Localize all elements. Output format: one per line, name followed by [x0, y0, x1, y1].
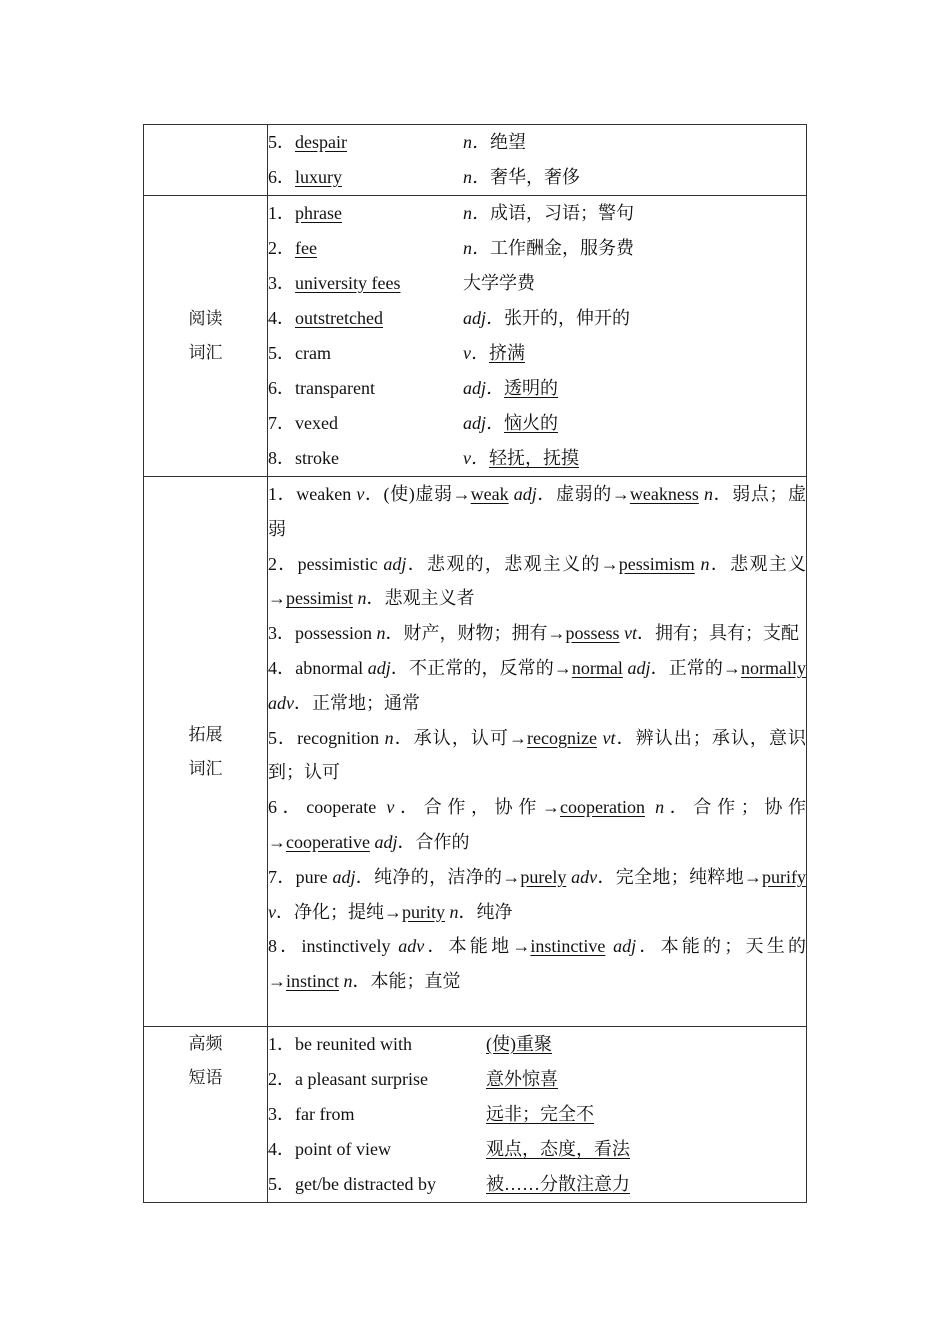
meaning: 大学学费 [463, 273, 535, 293]
definition [463, 371, 558, 406]
term-word: despair [295, 132, 347, 152]
list-item [268, 301, 806, 336]
entry-text: 7．pure [268, 866, 333, 887]
entry-text [605, 936, 613, 956]
category-label-line: 词汇 [188, 343, 223, 363]
entry-text: ．纯净的，洁净的→ [355, 866, 521, 887]
item-number: 6． [268, 378, 295, 398]
definition [486, 1062, 558, 1097]
part-of-speech: adj [367, 657, 391, 678]
word-family-entry [268, 651, 806, 721]
word-list-reading-vocab [268, 196, 807, 477]
meaning: 恼火的 [504, 413, 559, 433]
word-family-entry [268, 477, 806, 547]
term [268, 160, 342, 195]
term [268, 406, 338, 441]
term [268, 1062, 428, 1097]
answer-word: cooperative [286, 831, 370, 852]
category-label-line: 拓展 [188, 724, 223, 745]
term-word: be reunited with [295, 1034, 412, 1054]
entry-text: ．正常地；通常 [294, 692, 420, 713]
answer-word: instinct [286, 971, 339, 992]
entry-text: 8．instinctively [268, 936, 399, 957]
category-label-line: 阅读 [188, 309, 223, 329]
definition [463, 125, 526, 160]
section-row-extended-vocab [144, 477, 807, 1027]
definition [463, 336, 525, 371]
term [268, 441, 339, 476]
part-of-speech: n [703, 484, 713, 504]
list-item [268, 1027, 806, 1062]
part-of-speech: adj [332, 866, 356, 887]
term-word: a pleasant surprise [295, 1069, 428, 1089]
item-number: 8． [268, 448, 295, 468]
term-word: get/be distracted by [295, 1174, 436, 1194]
item-number: 1． [268, 203, 295, 223]
word-family-entry [268, 721, 806, 791]
term [268, 125, 347, 160]
meaning: 工作酬金，服务费 [490, 238, 634, 258]
part-of-speech: n． [463, 167, 490, 187]
entry-text: ．合作；协作→ [268, 797, 807, 852]
entry-text: ．本能的；天生的→ [268, 936, 806, 992]
term-word: vexed [295, 413, 338, 433]
entry-text: ．合作的 [397, 831, 470, 852]
section-row-continued [144, 125, 807, 196]
term [268, 196, 342, 231]
entry-text: ．纯净 [458, 901, 513, 922]
list-item [268, 1097, 806, 1132]
section-row-reading-vocab [144, 196, 807, 477]
answer-word: possess [565, 623, 620, 644]
part-of-speech: n [357, 588, 367, 609]
list-item [268, 266, 806, 301]
item-number: 2． [268, 1069, 295, 1089]
part-of-speech: n． [463, 203, 490, 223]
category-label-line: 短语 [188, 1068, 223, 1088]
meaning: 挤满 [489, 343, 525, 363]
term [268, 1167, 436, 1202]
part-of-speech: n [343, 971, 353, 992]
answer-word: cooperation [559, 797, 645, 818]
definition [463, 266, 535, 301]
answer-word: purely [520, 866, 567, 887]
word-family-entry [268, 860, 806, 930]
item-number: 7． [268, 413, 295, 433]
category-label-line: 高频 [188, 1034, 223, 1054]
definition [463, 441, 579, 476]
term-word: far from [295, 1104, 355, 1124]
list-item [268, 406, 806, 441]
item-number: 1． [268, 1034, 295, 1054]
entry-text: ．辨认出；承认，意识到；认可 [268, 727, 807, 783]
entry-text: ．悲观的，悲观主义的→ [406, 553, 619, 574]
definition [486, 1097, 594, 1132]
vocabulary-table [143, 124, 807, 1203]
part-of-speech: n [655, 797, 665, 818]
entry-text: 2．pessimistic [268, 553, 384, 574]
word-family-list [268, 477, 807, 1027]
list-item [268, 371, 806, 406]
term [268, 1097, 354, 1132]
term [268, 371, 375, 406]
entry-text: 1．weaken [268, 484, 357, 504]
part-of-speech: adj [513, 484, 537, 504]
entry-text: 4．abnormal [268, 657, 368, 678]
definition [463, 196, 634, 231]
list-item [268, 160, 806, 195]
meaning: 观点，态度，看法 [486, 1139, 630, 1159]
term-word: point of view [295, 1139, 391, 1159]
entry-text: ．虚弱的→ [536, 484, 630, 504]
part-of-speech: adj． [463, 308, 505, 328]
item-number: 3． [268, 1104, 295, 1124]
entry-text: 5．recognition [268, 727, 385, 748]
word-family-entry [268, 616, 806, 651]
part-of-speech: adj [613, 936, 637, 957]
answer-word: normal [571, 657, 623, 678]
definition [463, 406, 558, 441]
answer-word: purify [762, 866, 807, 887]
word-family-entry [268, 790, 806, 860]
term [268, 266, 400, 301]
answer-word: weakness [629, 484, 699, 504]
part-of-speech: vt [602, 727, 616, 748]
term [268, 231, 317, 266]
part-of-speech: v． [463, 448, 489, 468]
entry-text: ．(使)虚弱→ [364, 484, 471, 504]
list-item [268, 441, 806, 476]
term [268, 301, 383, 336]
list-item [268, 125, 806, 160]
phrase-list [268, 1027, 807, 1203]
item-number: 5． [268, 343, 295, 363]
word-family-entry [268, 929, 806, 999]
definition [463, 160, 580, 195]
list-item [268, 336, 806, 371]
list-item [268, 196, 806, 231]
part-of-speech: n [449, 901, 459, 922]
term-word: cram [295, 343, 331, 363]
term-word: transparent [295, 378, 375, 398]
part-of-speech: adv [398, 936, 425, 957]
part-of-speech: adj． [463, 413, 505, 433]
part-of-speech: n． [463, 238, 490, 258]
definition [463, 231, 634, 266]
meaning: 远非；完全不 [486, 1104, 594, 1124]
definition [463, 301, 630, 336]
entry-text: 3．possession [268, 623, 377, 644]
part-of-speech: v． [463, 343, 489, 363]
item-number: 4． [268, 308, 295, 328]
entry-text: ．净化；提纯→ [276, 901, 402, 922]
entry-text: ．正常的→ [650, 657, 742, 678]
item-number: 6． [268, 167, 295, 187]
meaning: 透明的 [504, 378, 559, 398]
part-of-speech: adv [571, 866, 598, 887]
answer-word: purity [402, 901, 445, 922]
item-number: 3． [268, 273, 295, 293]
entry-text: ．不正常的，反常的→ [390, 657, 572, 678]
definition [486, 1132, 630, 1167]
entry-text: ．拥有；具有；支配 [637, 623, 800, 644]
part-of-speech: n [384, 727, 394, 748]
part-of-speech: adj [383, 553, 407, 574]
part-of-speech: v [356, 484, 365, 504]
entry-text: ．悲观主义者 [366, 588, 475, 609]
meaning: 被……分散注意力 [486, 1174, 630, 1194]
term [268, 336, 331, 371]
entry-text: ．悲观主义→ [268, 553, 807, 609]
entry-text: ．本能；直觉 [352, 971, 461, 992]
category-cell-empty [144, 125, 268, 196]
part-of-speech: adv [268, 692, 294, 713]
item-number: 4． [268, 1139, 295, 1159]
category-cell-phrases [144, 1027, 268, 1203]
part-of-speech: adj [374, 831, 398, 852]
entry-text: 6．cooperate [268, 797, 387, 818]
entry-text: ．承认，认可→ [393, 727, 527, 748]
part-of-speech: adj [627, 657, 651, 678]
entry-text: ．财产，财物；拥有→ [385, 623, 566, 644]
definition [486, 1027, 552, 1062]
answer-word: normally [741, 657, 807, 678]
meaning: 张开的，伸开的 [504, 308, 631, 328]
answer-word: instinctive [530, 936, 606, 957]
answer-word: pessimism [618, 553, 695, 574]
term-word: fee [295, 238, 317, 258]
item-number: 2． [268, 238, 295, 258]
item-number: 5． [268, 132, 295, 152]
list-item [268, 231, 806, 266]
entry-text: ．完全地；纯粹地→ [597, 866, 763, 887]
term-word: university fees [295, 273, 401, 293]
meaning: 轻抚，抚摸 [489, 448, 579, 468]
category-label-line: 词汇 [188, 758, 223, 779]
meaning: 意外惊喜 [486, 1069, 558, 1089]
word-list-continued [268, 125, 807, 196]
list-item [268, 1062, 806, 1097]
answer-word: recognize [527, 727, 597, 748]
answer-word: pessimist [286, 588, 354, 609]
list-item [268, 1132, 806, 1167]
term-word: phrase [295, 203, 342, 223]
entry-text [645, 797, 655, 817]
part-of-speech: n [376, 623, 386, 644]
part-of-speech: v [268, 901, 276, 922]
term-word: stroke [295, 448, 339, 468]
word-family-entry [268, 547, 806, 617]
term-word: luxury [295, 167, 342, 187]
part-of-speech: vt [624, 623, 638, 644]
meaning: 奢华，奢侈 [490, 167, 580, 187]
term-word: outstretched [295, 308, 383, 328]
answer-word: weak [470, 484, 509, 504]
meaning: 成语，习语；警句 [490, 203, 634, 223]
part-of-speech: adj． [463, 378, 505, 398]
definition [486, 1167, 630, 1202]
item-number: 5． [268, 1174, 295, 1194]
entry-text: ．合作，协作→ [394, 797, 560, 818]
entry-text: ．本能地→ [424, 936, 531, 957]
part-of-speech: v [386, 797, 395, 818]
part-of-speech: n． [463, 132, 490, 152]
category-cell-extended-vocab [144, 477, 268, 1027]
entry-text: ．弱点；虚弱 [268, 484, 807, 539]
section-row-phrases [144, 1027, 807, 1203]
term [268, 1132, 391, 1167]
meaning: 绝望 [490, 132, 526, 152]
meaning: (使)重聚 [486, 1034, 552, 1054]
list-item [268, 1167, 806, 1202]
category-cell-reading-vocab [144, 196, 268, 477]
part-of-speech: n [700, 553, 710, 574]
term [268, 1027, 412, 1062]
